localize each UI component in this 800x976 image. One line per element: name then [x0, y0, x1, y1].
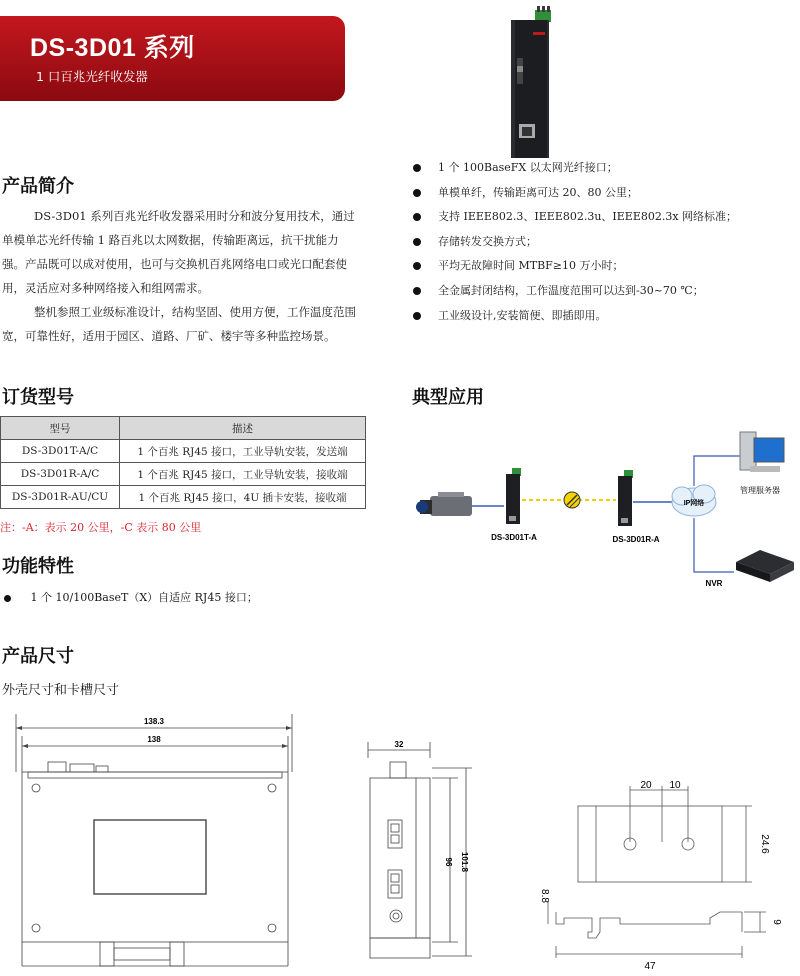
features-heading: 功能特性	[2, 556, 74, 577]
server-icon	[740, 432, 784, 472]
list-item: 存储转发交换方式；	[410, 230, 795, 255]
intro-heading: 产品简介	[2, 176, 74, 197]
dimension-label: 10	[669, 780, 681, 791]
table-header-row	[1, 417, 366, 440]
column-header: 型号	[1, 417, 120, 440]
column-header: 描述	[120, 417, 366, 440]
rail-view-drawing	[530, 772, 800, 976]
side-view-drawing	[362, 738, 502, 976]
front-view-drawing	[10, 708, 300, 976]
cloud-label: IP网络	[683, 500, 705, 507]
list-item: 支持 IEEE802.3、IEEE802.3u、IEEE802.3x 网络标准；	[410, 205, 795, 230]
dimension-label: 47	[644, 961, 656, 972]
nvr-icon	[736, 550, 794, 582]
table-row	[1, 463, 366, 486]
list-item: 平均无故障时间 MTBF≥10 万小时；	[410, 254, 795, 279]
receiver-device	[618, 470, 633, 526]
tx-label: DS-3D01T-A	[491, 533, 537, 542]
product-title: DS-3D01 系列	[30, 34, 195, 62]
dimension-label: 9	[771, 919, 782, 925]
rx-label: DS-3D01R-A	[612, 535, 660, 544]
table-cell: 1 个百兆 RJ45 接口，工业导轨安装，接收端	[120, 463, 366, 486]
order-heading: 订货型号	[2, 387, 74, 408]
product-feature-list	[410, 156, 795, 328]
bullet-icon	[413, 189, 421, 197]
dimension-label: 138	[147, 735, 161, 744]
fiber-icon	[564, 492, 580, 508]
bullet-icon	[413, 262, 421, 270]
dimension-label: 138.3	[143, 717, 165, 726]
table-cell: DS-3D01T-A/C	[1, 440, 120, 463]
bullet-icon	[413, 213, 421, 221]
application-diagram	[410, 422, 800, 592]
list-item: 工业级设计,安装简便、即插即用。	[410, 304, 795, 329]
list-item: 单模单纤，传输距离可达 20、80 公里；	[410, 181, 795, 206]
table-row	[1, 440, 366, 463]
list-item: 1 个 10/100BaseT（X）自适应 RJ45 接口；	[4, 589, 258, 605]
bullet-icon	[413, 312, 421, 320]
camera-icon	[416, 492, 472, 516]
bullet-icon	[413, 238, 421, 246]
product-photo	[495, 6, 555, 158]
server-label: 管理服务器	[740, 486, 780, 495]
dimensions-subheading: 外壳尺寸和卡槽尺寸	[2, 683, 120, 698]
nvr-label: NVR	[705, 579, 723, 588]
dimension-label: 8.8	[539, 889, 550, 903]
bullet-icon	[413, 287, 421, 295]
table-cell: 1 个百兆 RJ45 接口，工业导轨安装，发送端	[120, 440, 366, 463]
dimensions-heading: 产品尺寸	[2, 646, 74, 667]
product-subtitle: 1 口百兆光纤收发器	[36, 69, 148, 84]
table-row	[1, 486, 366, 509]
table-cell: 1 个百兆 RJ45 接口，4U 插卡安装，接收端	[120, 486, 366, 509]
dimension-label: 96	[444, 857, 453, 867]
list-item: 全金属封闭结构，工作温度范围可以达到-30~70 ℃；	[410, 279, 795, 304]
bullet-icon	[4, 595, 11, 602]
intro-paragraph-1: DS-3D01 系列百兆光纤收发器采用时分和波分复用技术，通过单模单芯光纤传输 1 路百兆以太网数据，传输距离远，抗干扰能力强。产品既可以成对使用，也可与交换机百兆网络电口或光口配套使用，灵活应对多种网络接入和组网需求。	[2, 209, 355, 295]
table-cell: DS-3D01R-AU/CU	[1, 486, 120, 509]
network-link	[694, 518, 734, 572]
order-table	[0, 416, 366, 509]
transmitter-device	[506, 468, 521, 524]
network-link	[694, 456, 740, 486]
list-item: 1 个 100BaseFX 以太网光纤接口；	[410, 156, 795, 181]
application-heading: 典型应用	[412, 387, 484, 408]
bullet-icon	[413, 164, 421, 172]
dimension-label: 20	[640, 780, 652, 791]
dimension-label: 32	[394, 740, 404, 749]
dimension-label: 101.8	[460, 851, 469, 873]
order-note: 注：-A：表示 20 公里，-C 表示 80 公里	[0, 521, 202, 534]
dimension-label: 24.6	[759, 834, 770, 854]
table-cell: DS-3D01R-A/C	[1, 463, 120, 486]
intro-paragraph-2: 整机参照工业级标准设计，结构坚固、使用方便，工作温度范围宽，可靠性好，适用于园区、道路、厂矿、楼宇等多种监控场景。	[2, 305, 356, 343]
